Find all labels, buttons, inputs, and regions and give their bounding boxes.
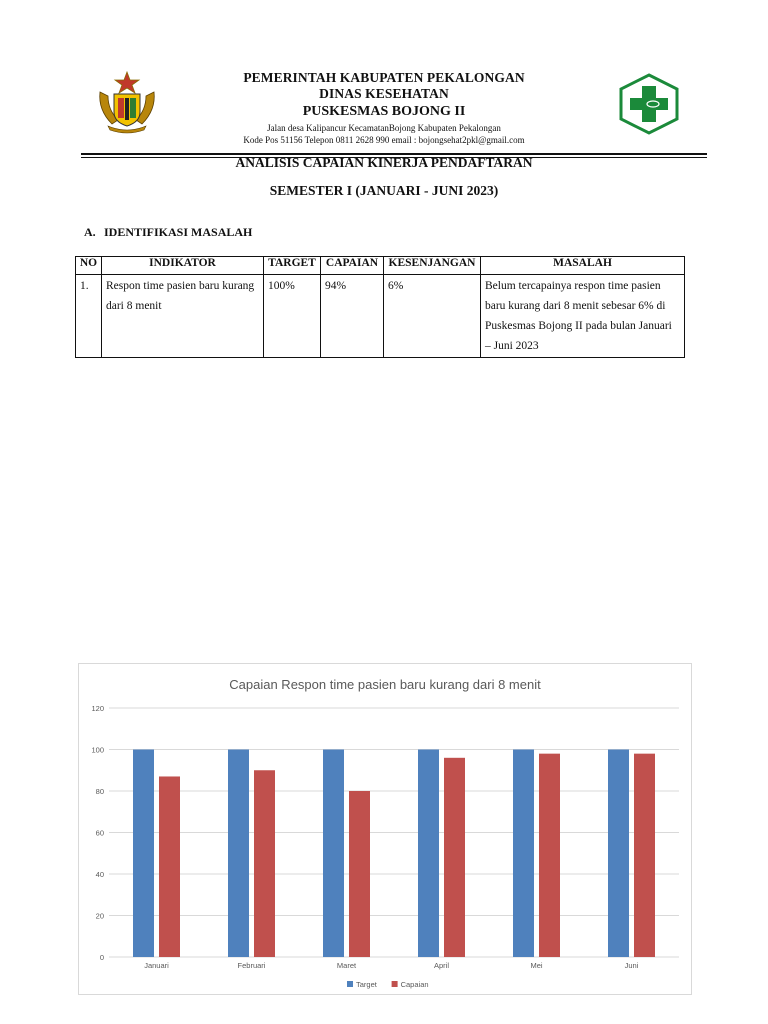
letterhead-contact: Kode Pos 51156 Telepon 0811 2628 990 email : bojongsehat2pkl@gmail.com (243, 135, 525, 145)
puskesmas-logo (616, 72, 682, 136)
legend-label: Target (356, 980, 377, 989)
bar-target (513, 750, 534, 958)
bar-target (228, 750, 249, 958)
bar-target (323, 750, 344, 958)
bar-capaian (634, 754, 655, 957)
x-tick-label: Januari (144, 961, 169, 970)
bar-chart-svg (79, 664, 691, 994)
letterhead-address: Jalan desa Kalipancur KecamatanBojong Kabupaten Pekalongan (267, 123, 501, 133)
bar-target (418, 750, 439, 958)
bar-capaian (254, 770, 275, 957)
pekalongan-regency-emblem (96, 70, 158, 134)
bar-capaian (349, 791, 370, 957)
cell-masalah: Belum tercapainya respon time pasien baru kurang dari 8 menit sebesar 6% di Puskesmas Bojong II pada bulan Januari – Juni 2023 (481, 275, 685, 358)
y-tick-label: 100 (91, 745, 104, 755)
bar-target (608, 750, 629, 958)
cell-capaian: 94% (321, 275, 384, 358)
header-masalah: MASALAH (481, 257, 685, 275)
cell-no: 1. (76, 275, 102, 358)
x-tick-label: Februari (237, 961, 266, 970)
document-title: ANALISIS CAPAIAN KINERJA PENDAFTARAN (235, 155, 533, 170)
document-subtitle: SEMESTER I (JANUARI - JUNI 2023) (269, 183, 499, 198)
y-tick-label: 0 (99, 953, 104, 962)
bar-target (133, 750, 154, 958)
legend-swatch (392, 981, 398, 987)
table-row (76, 275, 685, 358)
section-letter: A. (84, 225, 96, 239)
bar-chart (78, 663, 692, 995)
letterhead-puskesmas: PUSKESMAS BOJONG II (302, 104, 466, 119)
section-heading (84, 225, 252, 240)
header-kesenjangan: KESENJANGAN (384, 257, 481, 275)
table-header-row (76, 257, 685, 275)
cell-kesenjangan: 6% (384, 275, 481, 358)
cell-target: 100% (264, 275, 321, 358)
legend-label: Capaian (400, 980, 429, 989)
cell-indikator: Respon time pasien baru kurang dari 8 menit (102, 275, 264, 358)
header-capaian: CAPAIAN (321, 257, 384, 275)
y-tick-label: 120 (91, 704, 104, 713)
legend-swatch (347, 981, 353, 987)
problem-identification-table (75, 256, 685, 358)
x-tick-label: Maret (336, 961, 357, 970)
section-label: IDENTIFIKASI MASALAH (104, 225, 253, 239)
y-tick-label: 20 (95, 911, 104, 921)
chart-title: Capaian Respon time pasien baru kurang dari 8 menit (229, 677, 541, 692)
y-tick-label: 80 (95, 787, 104, 796)
bar-capaian (539, 754, 560, 957)
header-no: NO (76, 257, 102, 275)
x-tick-label: April (433, 961, 450, 970)
bar-capaian (444, 758, 465, 957)
y-tick-label: 40 (95, 870, 104, 879)
y-tick-label: 60 (95, 828, 104, 838)
x-tick-label: Mei (530, 961, 543, 970)
letterhead-government: PEMERINTAH KABUPATEN PEKALONGAN (243, 70, 525, 85)
header-target: TARGET (264, 257, 321, 275)
x-tick-label: Juni (624, 961, 639, 970)
letterhead-department: DINAS KESEHATAN (319, 86, 449, 101)
bar-capaian (159, 776, 180, 957)
header-indikator: INDIKATOR (102, 257, 264, 275)
